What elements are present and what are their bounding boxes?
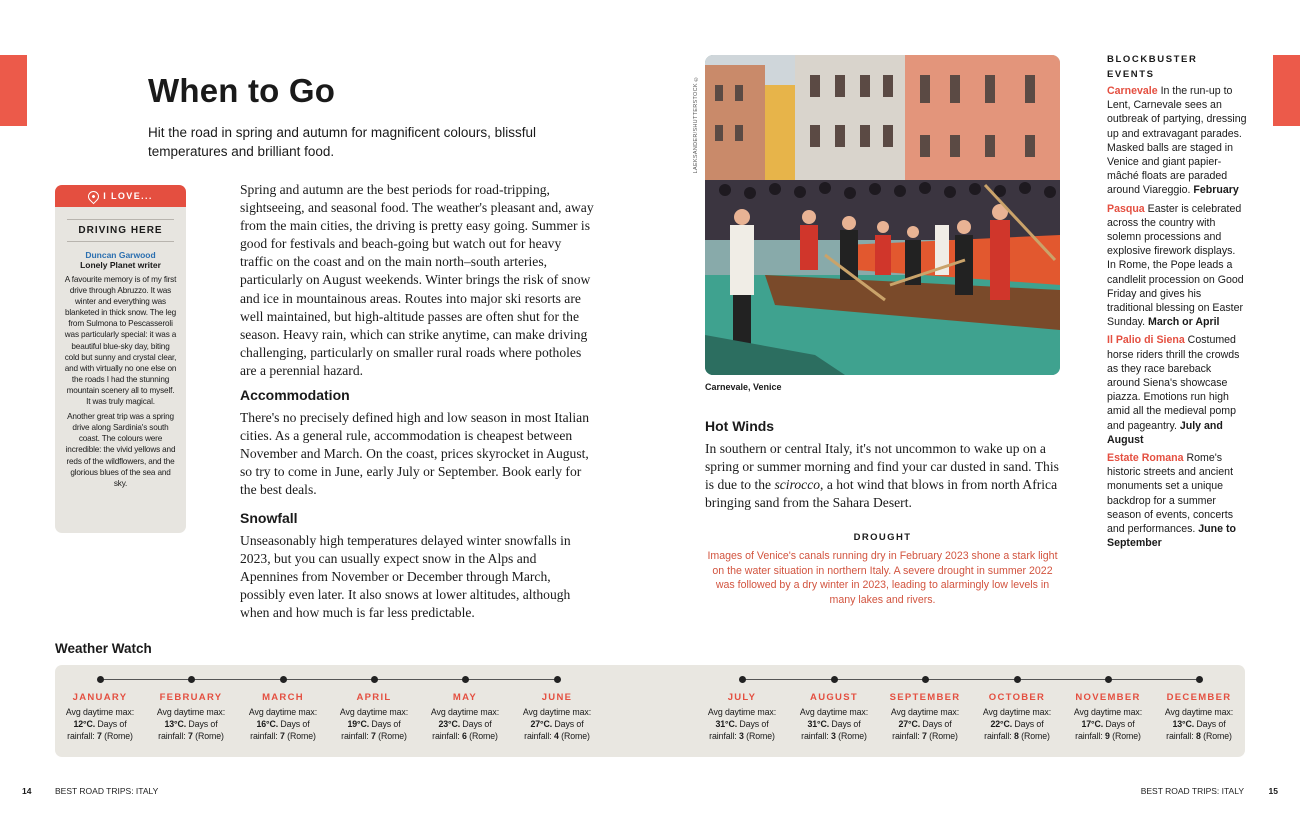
main-intro-text: Spring and autumn are the best periods for road-tripping, sightseeing, and seasonal food. The weather's pleasant and, away from the main cities, the driving is pretty easy going. Summer is good for festivals and beach-going but watch out for heavy traffic on the coast and on the main north–south arteries, particularly on August weekends. Winter brings the risk of snow and ice in mountainous areas. Routes into major ski resorts are well maintained, but high-altitude passes are often shut for the season. Heavy rain, which can strike anytime, can make driving challenging, particularly on smaller rural roads where potholes are a perennial hazard. (240, 182, 594, 378)
rain-label-b: rainfall: (524, 731, 552, 741)
rain-label-b: rainfall: (1075, 731, 1103, 741)
temp-value: 16°C. (256, 719, 279, 729)
footer-left: BEST ROAD TRIPS: ITALY (55, 786, 159, 796)
sidebar-header-label: I LOVE... (103, 191, 153, 201)
month-weather (791, 706, 877, 742)
region: (Rome) (378, 731, 407, 741)
temp-value: 23°C. (438, 719, 461, 729)
month-weather (882, 706, 968, 742)
month-weather (1065, 706, 1151, 742)
month-weather (331, 706, 417, 742)
event-item (1107, 84, 1247, 198)
temp-label: Avg daytime max: (1073, 707, 1143, 717)
rain-label-a: Days of (462, 719, 492, 729)
rain-label-a: Days of (188, 719, 218, 729)
rain-label-b: rainfall: (892, 731, 920, 741)
temp-label: Avg daytime max: (522, 707, 592, 717)
rain-label-a: Days of (831, 719, 861, 729)
rain-value: 8 (1195, 731, 1201, 741)
month-name: DECEMBER (1166, 692, 1232, 703)
region: (Rome) (746, 731, 775, 741)
timeline-dot (280, 676, 287, 683)
event-name: Estate Romana (1107, 452, 1184, 465)
event-item (1107, 202, 1247, 330)
rain-label-b: rainfall: (67, 731, 95, 741)
temp-value: 27°C. (898, 719, 921, 729)
rain-label-a: Days of (554, 719, 584, 729)
event-text: In the run-up to Lent, Carnevale sees an outbreak of partying, dressing up and extravagant parades. Masked balls are staged in Venice and giant papier-mâché floats are paraded around Viareggio. (1107, 85, 1247, 197)
rain-value: 7 (187, 731, 193, 741)
chapter-tab-right (1273, 55, 1300, 126)
carnevale-illustration (705, 55, 1060, 375)
temp-value: 13°C. (164, 719, 187, 729)
rain-label-b: rainfall: (250, 731, 278, 741)
month-name: MARCH (262, 692, 304, 703)
event-text: Rome's historic streets and ancient monuments set a unique backdrop for a summer season of events, concerts and performances. (1107, 452, 1234, 536)
event-item (1107, 333, 1247, 447)
carnevale-photo (705, 55, 1060, 375)
rain-value: 7 (370, 731, 376, 741)
i-love-sidebar (55, 185, 186, 533)
scirocco-term: scirocco (774, 477, 821, 493)
event-item (1107, 451, 1247, 550)
temp-label: Avg daytime max: (890, 707, 960, 717)
blockbuster-events (1107, 53, 1247, 555)
snowfall-text: Unseasonably high temperatures delayed winter snowfalls in 2023, but you can usually expect snow in the Alps and Apennines from November or December through March, possibly even later. It also snows at lower altitudes, although when and how much is far less predictable. (240, 533, 571, 621)
page-number-right: 15 (1268, 786, 1278, 796)
event-name: Pasqua (1107, 202, 1145, 215)
chapter-tab-left (0, 55, 27, 126)
temp-label: Avg daytime max: (799, 707, 869, 717)
month-name: JUNE (541, 692, 573, 703)
event-name: Il Palio di Siena (1107, 334, 1185, 347)
month-weather (240, 706, 326, 742)
footer-right: BEST ROAD TRIPS: ITALY (1140, 786, 1244, 796)
page-intro: Hit the road in spring and autumn for magnificent colours, blissful temperatures and brilliant food. (148, 125, 536, 159)
weather-watch-panel (55, 665, 1245, 757)
event-date: March or April (1148, 316, 1220, 329)
sidebar-paragraph: Another great trip was a spring drive along Sardinia's south coast. The colours were incredible: the vivid yellows and reds of the wildflowers, and the glorious blues of the sea and sky. (65, 412, 176, 488)
events-heading: BLOCKBUSTER EVENTS (1107, 54, 1198, 80)
month-name: NOVEMBER (1075, 692, 1141, 703)
drought-heading: DROUGHT (853, 532, 912, 543)
region: (Rome) (469, 731, 498, 741)
temp-label: Avg daytime max: (430, 707, 500, 717)
weather-month (699, 676, 785, 742)
month-name: MAY (452, 692, 478, 703)
region: (Rome) (561, 731, 590, 741)
temp-value: 31°C. (807, 719, 830, 729)
event-text: Costumed horse riders thrill the crowds as they race bareback around Siena's showcase piazza. Emotions run high amid all the medieval pomp and pageantry. (1107, 334, 1240, 432)
page-number-left: 14 (22, 786, 32, 796)
temp-label: Avg daytime max: (248, 707, 318, 717)
rain-label-b: rainfall: (341, 731, 369, 741)
rain-label-a: Days of (97, 719, 127, 729)
month-name: FEBRUARY (159, 692, 223, 703)
rain-value: 3 (738, 731, 744, 741)
temp-value: 31°C. (715, 719, 738, 729)
weather-month (240, 676, 326, 742)
rain-label-a: Days of (371, 719, 401, 729)
timeline-dot (371, 676, 378, 683)
timeline-dot (188, 676, 195, 683)
weather-month (331, 676, 417, 742)
rain-label-b: rainfall: (432, 731, 460, 741)
month-weather (148, 706, 234, 742)
region: (Rome) (838, 731, 867, 741)
event-date: July and August (1107, 419, 1223, 446)
timeline-dot (462, 676, 469, 683)
month-weather (57, 706, 143, 742)
event-date: February (1193, 184, 1239, 197)
rain-value: 8 (1013, 731, 1019, 741)
temp-label: Avg daytime max: (65, 707, 135, 717)
region: (Rome) (287, 731, 316, 741)
temp-value: 17°C. (1081, 719, 1104, 729)
timeline-dot (554, 676, 561, 683)
weather-month (1156, 676, 1242, 742)
rain-label-b: rainfall: (801, 731, 829, 741)
rain-label-a: Days of (1196, 719, 1226, 729)
temp-value: 19°C. (347, 719, 370, 729)
photo-caption: Carnevale, Venice (705, 382, 782, 392)
temp-value: 27°C. (530, 719, 553, 729)
temp-value: 22°C. (990, 719, 1013, 729)
rain-label-a: Days of (280, 719, 310, 729)
temp-value: 12°C. (73, 719, 96, 729)
month-name: JANUARY (72, 692, 128, 703)
month-weather (1156, 706, 1242, 742)
accommodation-text: There's no precisely defined high and low season in most Italian cities. As a general rule, accommodation is cheapest between November and March. On the coast, prices skyrocket in August, so try to come in June, early July or September. Book early for the best deals. (240, 410, 589, 498)
rain-label-b: rainfall: (1166, 731, 1194, 741)
rain-value: 7 (279, 731, 285, 741)
map-pin-icon (86, 188, 102, 204)
sidebar-paragraph: A favourite memory is of my first drive through Abruzzo. It was winter and everything was blanketed in thick snow. The leg from Sulmona to Pescasseroli was particularly special: it was a beautiful blue-sky day, biting cold but sunny and crystal clear, and with virtually no one else on the roads I had the stunning mountain scenery all to myself. It was truly magical. (64, 275, 177, 407)
sidebar-author: Duncan Garwood (85, 250, 156, 260)
hot-winds-text-part: , a hot wind that blows in from north Africa bringing sand from the Sahara Desert. (705, 477, 1058, 511)
weather-month (791, 676, 877, 742)
photo-credit: LAEKSANDER/SHUTTERSTOCK © (693, 75, 699, 174)
month-weather (422, 706, 508, 742)
month-name: OCTOBER (988, 692, 1046, 703)
temp-label: Avg daytime max: (156, 707, 226, 717)
region: (Rome) (195, 731, 224, 741)
rain-value: 9 (1104, 731, 1110, 741)
rain-label-a: Days of (1014, 719, 1044, 729)
event-name: Carnevale (1107, 85, 1158, 97)
month-weather (699, 706, 785, 742)
drought-text: Images of Venice's canals running dry in February 2023 shone a stark light on the water situation in northern Italy. A severe drought in summer 2022 was followed by a dry winter in 2023, leading to alarmingly low levels in many lakes and rivers. (707, 550, 1058, 606)
rain-label-a: Days of (739, 719, 769, 729)
month-weather (514, 706, 600, 742)
rain-label-b: rainfall: (158, 731, 186, 741)
rain-value: 7 (921, 731, 927, 741)
timeline-dot (1105, 676, 1112, 683)
weather-month (422, 676, 508, 742)
temp-label: Avg daytime max: (1164, 707, 1234, 717)
weather-month (514, 676, 600, 742)
weather-month (1065, 676, 1151, 742)
month-weather (974, 706, 1060, 742)
region: (Rome) (1021, 731, 1050, 741)
event-text: Easter is celebrated across the country with solemn processions and explosive firework displays. In Rome, the Pope leads a candlelit procession on Good Friday and gives his traditional blessing on Easter Sunday. (1107, 202, 1244, 329)
month-name: AUGUST (810, 692, 858, 703)
rain-value: 3 (830, 731, 836, 741)
month-name: SEPTEMBER (889, 692, 961, 703)
rain-label-b: rainfall: (709, 731, 737, 741)
timeline-dot (1196, 676, 1203, 683)
temp-label: Avg daytime max: (339, 707, 409, 717)
page-title: When to Go (148, 72, 336, 109)
timeline-dot (739, 676, 746, 683)
weather-month (148, 676, 234, 742)
weather-watch-heading: Weather Watch (55, 641, 152, 656)
rain-value: 6 (461, 731, 467, 741)
region: (Rome) (104, 731, 133, 741)
sidebar-title: DRIVING HERE (67, 219, 174, 242)
timeline-dot (1014, 676, 1021, 683)
timeline-dot (922, 676, 929, 683)
event-date: June to September (1107, 523, 1236, 550)
hot-winds-text-part: In southern or central Italy, it's not uncommon to wake up on a spring or summer morning and find your car dusted in sand. This is due to the (705, 441, 1059, 493)
rain-label-b: rainfall: (984, 731, 1012, 741)
timeline-dot (831, 676, 838, 683)
sidebar-author-role: Lonely Planet writer (80, 260, 161, 270)
rain-value: 7 (96, 731, 102, 741)
weather-month (974, 676, 1060, 742)
accommodation-heading: Accommodation (240, 387, 350, 403)
month-name: JULY (727, 692, 757, 703)
weather-month (882, 676, 968, 742)
sidebar-header (55, 185, 186, 207)
hot-winds-heading: Hot Winds (705, 418, 775, 434)
snowfall-heading: Snowfall (240, 510, 298, 526)
month-name: APRIL (356, 692, 392, 703)
region: (Rome) (1112, 731, 1141, 741)
temp-value: 13°C. (1172, 719, 1195, 729)
timeline-dot (97, 676, 104, 683)
rain-label-a: Days of (1105, 719, 1135, 729)
temp-label: Avg daytime max: (707, 707, 777, 717)
weather-month (57, 676, 143, 742)
rain-label-a: Days of (922, 719, 952, 729)
region: (Rome) (1203, 731, 1232, 741)
hot-winds-text (705, 440, 1060, 512)
rain-value: 4 (553, 731, 559, 741)
temp-label: Avg daytime max: (982, 707, 1052, 717)
region: (Rome) (929, 731, 958, 741)
